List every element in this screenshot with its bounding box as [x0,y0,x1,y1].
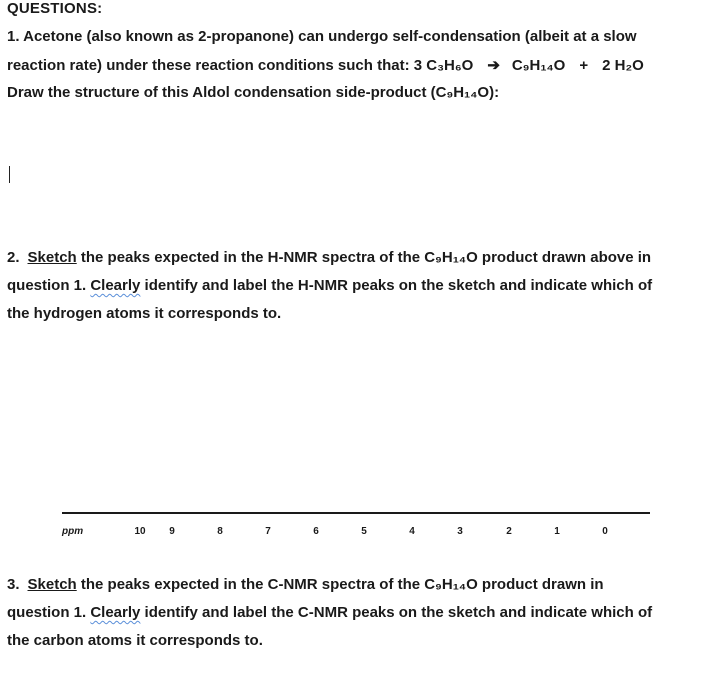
ppm-tick: 8 [217,526,223,537]
reaction-arrow-icon: ➔ [487,57,500,74]
q1-line-3: Draw the structure of this Aldol condensation side-product (C₉H₁₄O): [7,84,500,101]
q3-line-2-rest: identify and label the C-NMR peaks on the sketch and indicate which of [140,604,653,621]
q2-clearly-word: Clearly [90,277,141,294]
ppm-tick: 7 [265,526,271,537]
q1-plus-sign: + [579,57,589,74]
q1-line-1: 1. Acetone (also known as 2-propanone) can undergo self-condensation (albeit at a slow [7,28,637,45]
q3-clearly-word: Clearly [90,604,141,621]
q1-reaction-text: reaction rate) under these reaction conditions such that: 3 C₃H₆O [7,57,474,74]
ppm-tick: 3 [457,526,463,537]
nmr-axis-line [62,512,650,514]
q2-line-2-rest: identify and label the H-NMR peaks on the sketch and indicate which of [140,277,653,294]
q2-line-1 [7,249,651,266]
q2-line-3: the hydrogen atoms it corresponds to. [7,305,282,322]
q1-water-formula: 2 H₂O [602,57,644,74]
q2-line-2 [7,277,652,294]
ppm-tick: 6 [313,526,319,537]
ppm-tick: 10 [134,526,146,537]
ppm-label: ppm [62,526,84,537]
ppm-tick: 1 [554,526,560,537]
q3-line-2-pre: question 1. [7,604,91,621]
ppm-tick: 5 [361,526,367,537]
questions-heading: QUESTIONS: [7,0,103,17]
q2-line-2-pre: question 1. [7,277,91,294]
q2-sketch-word: Sketch [27,249,77,266]
q3-line-1-rest: the peaks expected in the C-NMR spectra of the C₉H₁₄O product drawn in [76,576,604,593]
ppm-tick: 0 [602,526,608,537]
q2-number: 2. [7,249,20,266]
text-cursor[interactable] [9,166,10,183]
q1-product-formula: C₉H₁₄O [511,57,566,74]
ppm-tick: 2 [506,526,512,537]
q3-line-1 [7,576,604,593]
q1-line-2 [7,56,644,74]
q3-line-3: the carbon atoms it corresponds to. [7,632,263,649]
q3-line-2 [7,604,652,621]
ppm-tick: 9 [169,526,175,537]
q2-line-1-rest: the peaks expected in the H-NMR spectra of the C₉H₁₄O product drawn above in [76,249,652,266]
q3-number: 3. [7,576,20,593]
ppm-tick: 4 [409,526,415,537]
q3-sketch-word: Sketch [27,576,77,593]
